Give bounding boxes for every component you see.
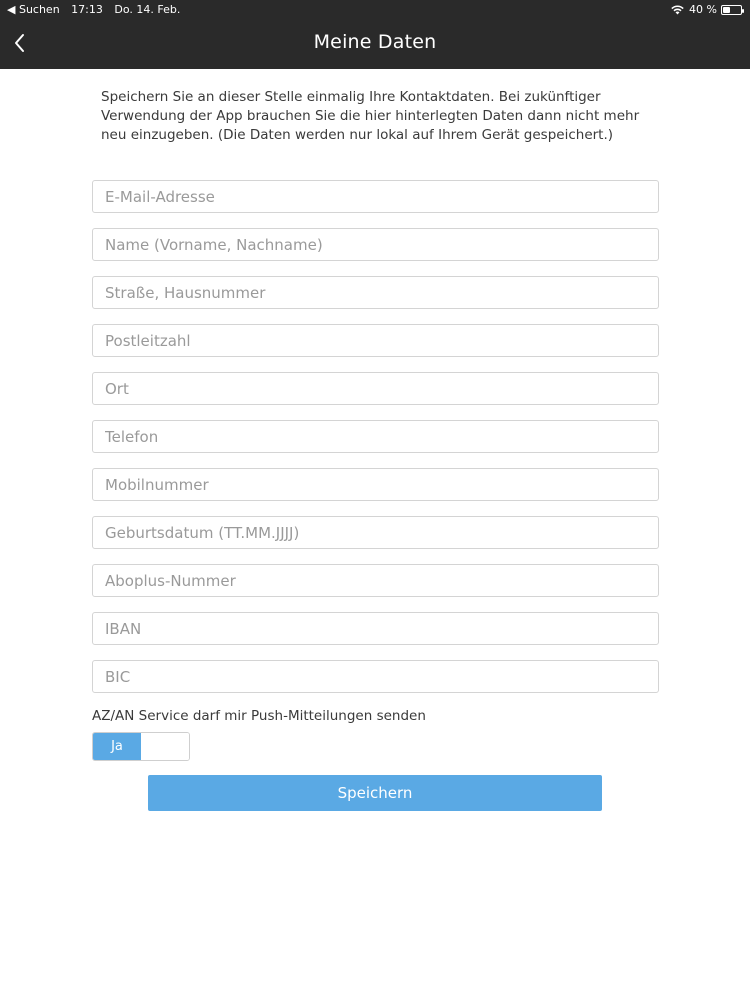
intro-text: Speichern Sie an dieser Stelle einmalig Ihre Kontaktdaten. Bei zukünftiger Verwendung der App brauchen Sie die hier hinterlegten Daten dann nicht mehr neu einzugeben. (Die Daten werden nur lokal auf Ihrem Gerät gespeichert.) bbox=[101, 89, 640, 143]
bic-field[interactable] bbox=[92, 660, 659, 693]
status-bar bbox=[0, 0, 750, 20]
page-title: Meine Daten bbox=[313, 31, 437, 53]
birthdate-field[interactable] bbox=[92, 516, 659, 549]
phone-field[interactable] bbox=[92, 420, 659, 453]
iban-field[interactable] bbox=[92, 612, 659, 645]
aboplus-number-field[interactable] bbox=[92, 564, 659, 597]
push-notification-label: AZ/AN Service darf mir Push-Mitteilungen senden bbox=[92, 708, 426, 724]
city-field[interactable] bbox=[92, 372, 659, 405]
contact-form bbox=[92, 180, 659, 708]
battery-percent: 40 % bbox=[689, 3, 717, 16]
save-button[interactable]: Speichern bbox=[148, 775, 602, 811]
mobile-field[interactable] bbox=[92, 468, 659, 501]
status-time: 17:13 bbox=[71, 3, 103, 16]
push-toggle-yes[interactable]: Ja bbox=[93, 733, 141, 760]
name-field[interactable] bbox=[92, 228, 659, 261]
street-field[interactable] bbox=[92, 276, 659, 309]
postal-code-field[interactable] bbox=[92, 324, 659, 357]
battery-fill bbox=[723, 7, 730, 13]
email-field[interactable] bbox=[92, 180, 659, 213]
wifi-icon bbox=[670, 4, 685, 15]
top-bar bbox=[0, 0, 750, 69]
status-date: Do. 14. Feb. bbox=[114, 3, 181, 16]
push-toggle[interactable] bbox=[92, 732, 190, 761]
back-to-app-link[interactable]: ◀ Suchen bbox=[7, 3, 60, 16]
push-toggle-off-segment[interactable] bbox=[141, 733, 189, 760]
battery-icon bbox=[721, 5, 742, 15]
